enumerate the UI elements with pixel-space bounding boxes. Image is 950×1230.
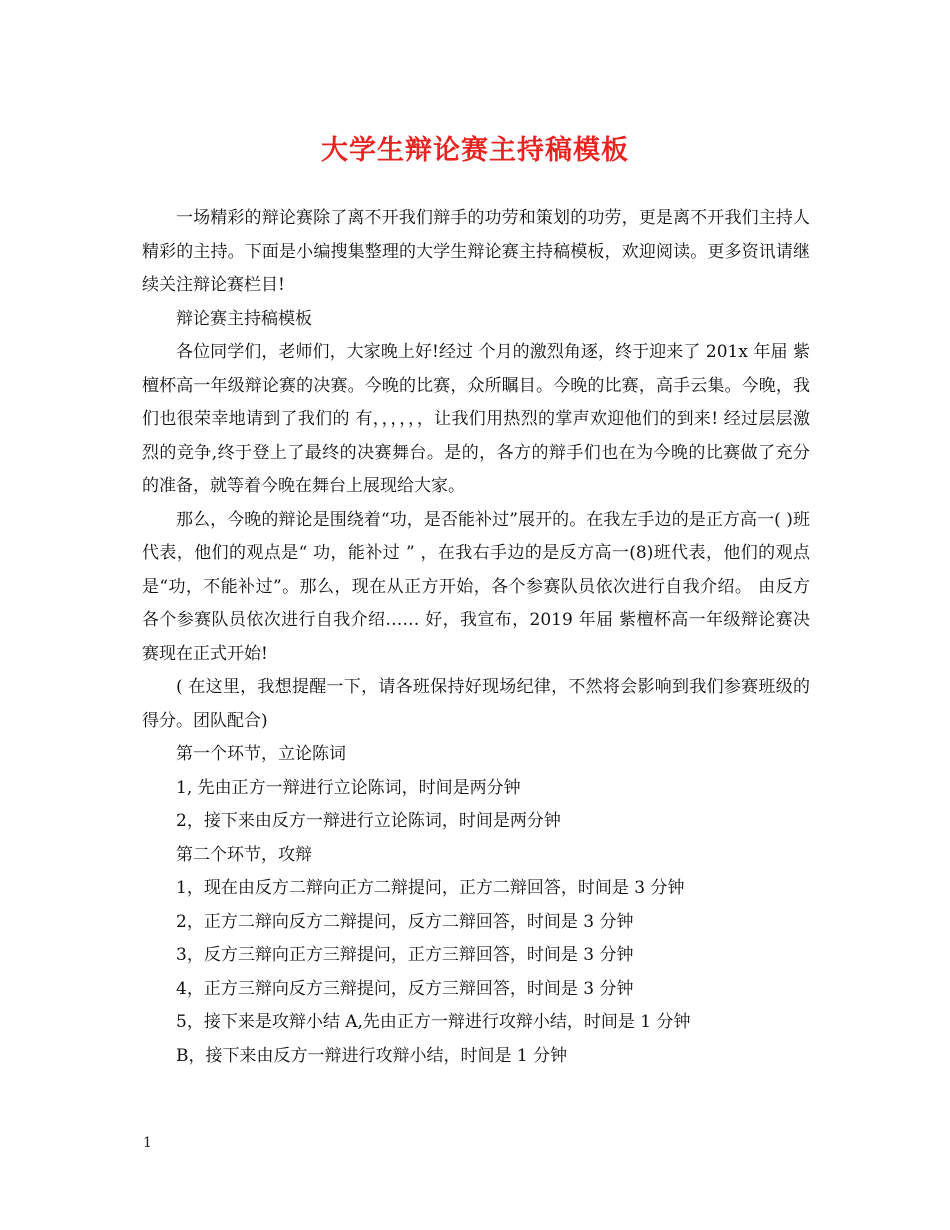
section-heading-second: 第二个环节，攻辩 — [176, 844, 312, 865]
list-item: 1, 先由正方一辩进行立论陈词，时间是两分钟 — [176, 777, 521, 798]
list-item: 2，正方二辩向反方二辩提问，反方二辩回答，时间是 3 分钟 — [176, 911, 634, 932]
document-title: 大学生辩论赛主持稿模板 — [321, 135, 629, 166]
paragraph-reminder: ( 在这里，我想提醒一下，请各班保持好现场纪律，不然将会影响到我们参赛班级的得分。团队配合) — [142, 677, 810, 731]
list-item: 1，现在由反方二辩向正方二辩提问，正方二辩回答，时间是 3 分钟 — [176, 878, 685, 898]
page-number: 1 — [143, 1135, 152, 1151]
paragraph-subtitle: 辩论赛主持稿模板 — [176, 308, 312, 329]
list-item: 2，接下来由反方一辩进行立论陈词，时间是两分钟 — [176, 811, 561, 831]
list-item: 4，正方三辩向反方三辩提问，反方三辩回答，时间是 3 分钟 — [176, 978, 634, 999]
list-item: B，接下来由反方一辩进行攻辩小结，时间是 1 分钟 — [176, 1045, 568, 1066]
list-item: 5，接下来是攻辩小结 A,先由正方一辩进行攻辩小结，时间是 1 分钟 — [176, 1012, 691, 1032]
list-item: 3，反方三辩向正方三辩提问，正方三辩回答，时间是 3 分钟 — [176, 945, 634, 965]
section-heading-first: 第一个环节，立论陈词 — [176, 744, 346, 764]
document-body — [142, 202, 810, 1073]
paragraph-topic: 那么，今晚的辩论是围绕着“功，是否能补过”展开的。在我左手边的是正方高一( )班代表，他们的观点是“ 功，能补过 ” ，在我右手边的是反方高一(8)班代表，他们的观点是“功，不能补过”。那么，现在从正方开始，各个参赛队员依次进行自我介绍。 由反方各个参赛队员依次进行自我介绍…… 好，我宣布，2019 年届 紫檀杯高一年级辩论赛决赛现在正式开始! — [142, 509, 810, 664]
paragraph-opening: 各位同学们，老师们，大家晚上好!经过 个月的激烈角逐，终于迎来了 201x 年届 紫檀杯高一年级辩论赛的决赛。今晚的比赛，众所瞩目。今晚的比赛，高手云集。今晚，我们也很荣幸地请到了我们的 有，，，，，，让我们用热烈的掌声欢迎他们的到来! 经过层层激烈的竞争,终于登上了最终的决赛舞台。是的，各方的辩手们也在为今晚的比赛做了充分的准备，就等着今晚在舞台上展现给大家。 — [142, 342, 810, 496]
paragraph-intro: 一场精彩的辩论赛除了离不开我们辩手的功劳和策划的功劳，更是离不开我们主持人精彩的主持。下面是小编搜集整理的大学生辩论赛主持稿模板，欢迎阅读。更多资讯请继续关注辩论赛栏目! — [142, 208, 810, 295]
